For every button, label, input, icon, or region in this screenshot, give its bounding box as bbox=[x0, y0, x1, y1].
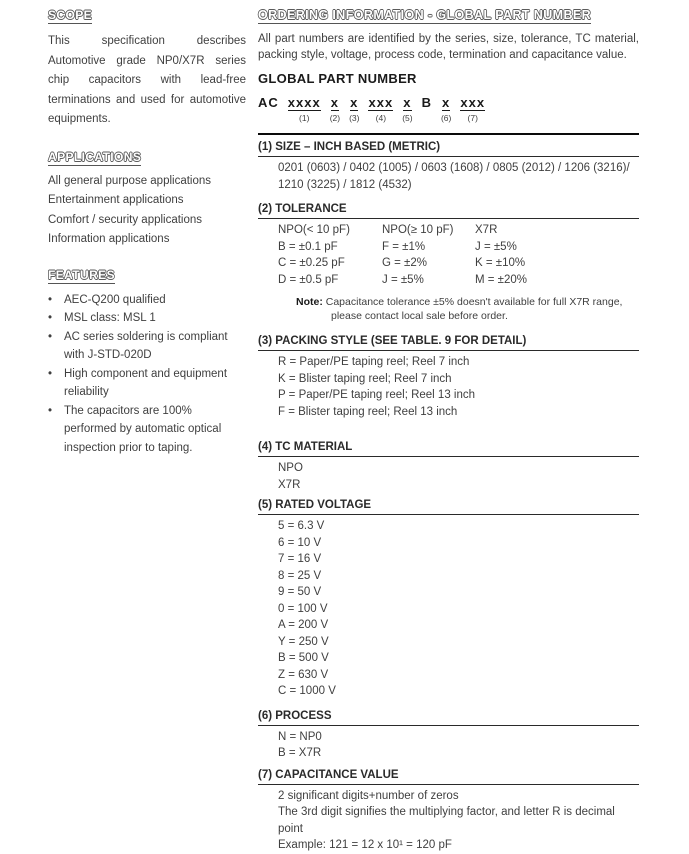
section-line: Y = 250 V bbox=[278, 635, 329, 648]
bullet-icon: • bbox=[48, 367, 53, 380]
tolerance-cell: C = ±0.25 pF bbox=[278, 257, 345, 269]
tolerance-cell: G = ±2% bbox=[382, 257, 427, 269]
section-line: C = 1000 V bbox=[278, 685, 336, 697]
features-section bbox=[48, 266, 246, 458]
part-number-prefix: AC bbox=[258, 95, 279, 110]
section-body bbox=[258, 351, 639, 420]
bullet-icon: • bbox=[48, 312, 53, 324]
tolerance-column bbox=[475, 222, 639, 288]
section-line: B = 500 V bbox=[278, 652, 329, 664]
section-body bbox=[258, 219, 639, 323]
pn-segment-number: (7) bbox=[467, 113, 478, 123]
section-line: 9 = 50 V bbox=[278, 586, 322, 598]
pn-segment-text: x bbox=[350, 95, 359, 110]
applications-section bbox=[48, 148, 246, 250]
section-line: P = Paper/PE taping reel; Reel 13 inch bbox=[278, 389, 476, 401]
pn-segment-number: (2) bbox=[329, 113, 341, 123]
pn-segment bbox=[368, 95, 393, 123]
pn-segment bbox=[402, 95, 412, 123]
section bbox=[258, 201, 639, 323]
section-title: (7) CAPACITANCE VALUE bbox=[258, 767, 639, 785]
pn-segment-number: (3) bbox=[349, 113, 360, 123]
section-line: Example: 121 = 12 x 10¹ = 120 pF bbox=[278, 839, 452, 851]
pn-segment bbox=[288, 95, 321, 123]
section-title: (3) PACKING STYLE (SEE TABLE. 9 FOR DETAIL) bbox=[258, 333, 639, 351]
tolerance-header: NPO(≥ 10 pF) bbox=[382, 224, 454, 236]
note-line: please contact local sale before order. bbox=[331, 310, 508, 322]
section bbox=[258, 708, 639, 762]
features-item-text: MSL class: MSL 1 bbox=[64, 312, 156, 324]
section-line: K = Blister taping reel; Reel 7 inch bbox=[278, 372, 452, 385]
applications-item: All general purpose applications bbox=[48, 174, 212, 187]
pn-segment bbox=[349, 95, 359, 123]
section bbox=[258, 439, 639, 493]
features-item bbox=[48, 365, 246, 402]
section-line: 8 = 25 V bbox=[278, 569, 322, 582]
section-line: A = 200 V bbox=[278, 619, 329, 631]
section-body bbox=[258, 157, 639, 193]
section-line: 0 = 100 V bbox=[278, 602, 328, 615]
pn-segment-text: x bbox=[403, 95, 412, 110]
tolerance-cell: F = ±1% bbox=[382, 240, 426, 253]
tolerance-column bbox=[382, 222, 475, 288]
tolerance-cell: K = ±10% bbox=[475, 257, 526, 269]
ordering-sections bbox=[258, 133, 639, 854]
pn-segment-text: xxx bbox=[460, 95, 486, 110]
bullet-icon: • bbox=[48, 404, 53, 417]
section-title: (1) SIZE – INCH BASED (METRIC) bbox=[258, 139, 639, 157]
pn-segment bbox=[330, 95, 340, 123]
section-line: Z = 630 V bbox=[278, 668, 329, 681]
section-line: B = X7R bbox=[278, 747, 322, 759]
scope-section bbox=[48, 6, 246, 130]
features-heading: FEATURES bbox=[48, 267, 115, 282]
pn-segment-text: B bbox=[421, 95, 432, 110]
section-line: X7R bbox=[278, 478, 301, 491]
note-label: Note: bbox=[296, 296, 323, 308]
section-line: 2 significant digits+number of zeros bbox=[278, 789, 459, 802]
features-item bbox=[48, 309, 246, 328]
pn-segment-number: (5) bbox=[402, 113, 413, 123]
note bbox=[296, 295, 639, 323]
global-part-number-title: GLOBAL PART NUMBER bbox=[258, 71, 417, 86]
features-list bbox=[48, 291, 246, 458]
pn-segment-number: (1) bbox=[299, 113, 310, 123]
part-number-diagram bbox=[258, 95, 639, 123]
section bbox=[258, 497, 639, 700]
pn-segment-text: xxxx bbox=[287, 95, 321, 110]
applications-item: Information applications bbox=[48, 233, 170, 245]
section-body bbox=[258, 515, 639, 700]
bullet-icon: • bbox=[48, 293, 53, 306]
pn-segment-text: x bbox=[330, 95, 340, 110]
features-item bbox=[48, 328, 246, 365]
pn-segment-text: xxx bbox=[368, 95, 394, 110]
tolerance-cell: J = ±5% bbox=[382, 273, 424, 286]
features-item-text: The capacitors are 100% performed by automatic optical inspection prior to taping. bbox=[64, 404, 222, 454]
tolerance-cell: J = ±5% bbox=[475, 240, 517, 253]
features-item bbox=[48, 402, 246, 458]
pn-segment-number: (4) bbox=[375, 113, 387, 123]
section-line: F = Blister taping reel; Reel 13 inch bbox=[278, 405, 458, 418]
section bbox=[258, 333, 639, 420]
section-title: (5) RATED VOLTAGE bbox=[258, 497, 639, 515]
right-column bbox=[258, 6, 639, 854]
features-item bbox=[48, 291, 246, 310]
section-line: 6 = 10 V bbox=[278, 536, 322, 549]
tolerance-cell: B = ±0.1 pF bbox=[278, 240, 338, 253]
features-item-text: AC series soldering is compliant with J-STD-020D bbox=[64, 330, 228, 361]
pn-segment bbox=[422, 95, 432, 110]
pn-segment bbox=[460, 95, 485, 123]
section-title: (2) TOLERANCE bbox=[258, 201, 639, 219]
applications-item: Entertainment applications bbox=[48, 194, 184, 206]
ordering-heading: ORDERING INFORMATION - GLOBAL PART NUMBER bbox=[258, 8, 592, 22]
section-line: NPO bbox=[278, 462, 303, 474]
section-line: N = NP0 bbox=[278, 730, 322, 743]
section-line: 7 = 16 V bbox=[278, 553, 322, 565]
features-item-text: AEC-Q200 qualified bbox=[64, 293, 166, 306]
section-body bbox=[258, 457, 639, 493]
section-body bbox=[258, 726, 639, 762]
tolerance-column bbox=[278, 222, 382, 288]
pn-segment bbox=[441, 95, 451, 123]
tolerance-cell: M = ±20% bbox=[475, 273, 528, 286]
tolerance-table bbox=[278, 222, 639, 288]
tolerance-cell: D = ±0.5 pF bbox=[278, 273, 339, 286]
applications-list bbox=[48, 172, 246, 250]
pn-segment-text: x bbox=[442, 95, 451, 110]
left-column bbox=[48, 6, 246, 457]
ordering-intro: All part numbers are identified by the series, size, tolerance, TC material, packing style, voltage, process code, termination and capacitance value. bbox=[258, 33, 639, 61]
applications-item: Comfort / security applications bbox=[48, 213, 203, 226]
section bbox=[258, 139, 639, 193]
pn-segment-number: (6) bbox=[440, 113, 452, 123]
section-title: (6) PROCESS bbox=[258, 708, 639, 726]
section-line: 0201 (0603) / 0402 (1005) / 0603 (1608) / 0805 (2012) / 1206 (3216)/ 1210 (3225) / 1812 (4532) bbox=[278, 162, 630, 191]
tolerance-header: X7R bbox=[475, 224, 498, 236]
section-line: R = Paper/PE taping reel; Reel 7 inch bbox=[278, 356, 470, 368]
section-line: The 3rd digit signifies the multiplying factor, and letter R is decimal point bbox=[278, 806, 615, 835]
section bbox=[258, 767, 639, 854]
scope-heading: SCOPE bbox=[48, 8, 93, 22]
section-line: 5 = 6.3 V bbox=[278, 520, 325, 532]
scope-text: This specification describes Automotive grade NP0/X7R series chip capacitors with lead-free terminations and used for automotive equipments. bbox=[48, 35, 246, 125]
applications-heading: APPLICATIONS bbox=[48, 149, 142, 164]
section-body bbox=[258, 785, 639, 854]
tolerance-header: NPO(< 10 pF) bbox=[278, 224, 350, 236]
section-title: (4) TC MATERIAL bbox=[258, 439, 639, 457]
note-line: Note: Capacitance tolerance ±5% doesn't available for full X7R range, bbox=[296, 296, 623, 308]
features-item-text: High component and equipment reliability bbox=[64, 367, 228, 398]
bullet-icon: • bbox=[48, 330, 53, 343]
